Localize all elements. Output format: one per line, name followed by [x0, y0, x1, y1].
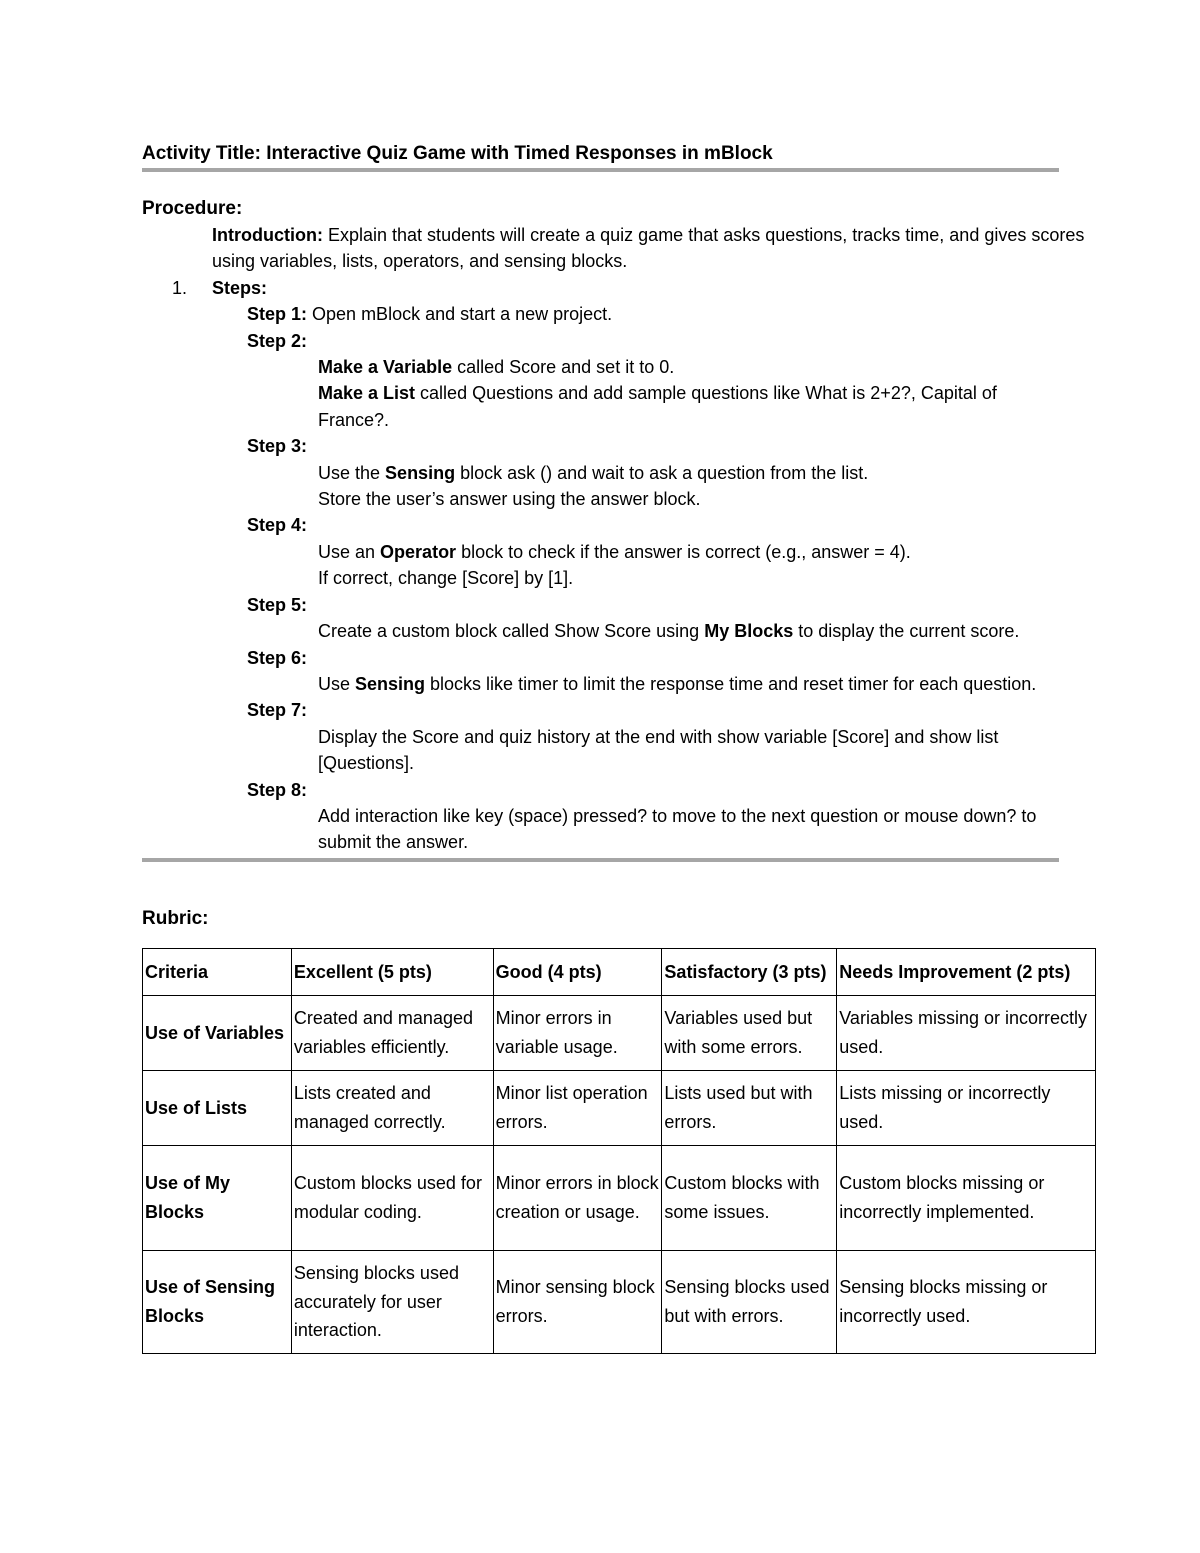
rubric-cell: Custom blocks missing or incorrectly implemented. [837, 1145, 1096, 1250]
step-6-line-1-bold: Sensing [355, 673, 426, 694]
step-1 [247, 301, 1097, 327]
step-6-line-1 [318, 671, 1058, 697]
rubric-criteria-cell: Use of Sensing Blocks [143, 1250, 292, 1353]
rubric-criteria-cell: Use of Variables [143, 995, 292, 1070]
rubric-header-cell: Satisfactory (3 pts) [662, 948, 837, 995]
rubric-cell: Minor sensing block errors. [493, 1250, 662, 1353]
rubric-criteria-cell: Use of Lists [143, 1070, 292, 1145]
step-4-line-1 [318, 539, 1058, 565]
rubric-criteria-cell: Use of My Blocks [143, 1145, 292, 1250]
step-4-line-1-bold: Operator [380, 541, 457, 562]
introduction-text: Explain that students will create a quiz game that asks questions, tracks time, and gives scores using variables, lists, operators, and sensing blocks. [212, 225, 1085, 272]
rubric-header-cell: Excellent (5 pts) [291, 948, 493, 995]
step-2-line-2 [318, 380, 1058, 433]
introduction-label: Introduction: [212, 225, 323, 245]
activity-title: Activity Title: Interactive Quiz Game with Timed Responses in mBlock [142, 143, 773, 164]
rubric-header-cell: Criteria [143, 948, 292, 995]
step-4-line-2: If correct, change [Score] by [1]. [318, 568, 574, 589]
step-6-line-1-pre: Use [318, 673, 356, 694]
rubric-cell: Minor errors in variable usage. [493, 995, 662, 1070]
step-6-line-1-text: blocks like timer to limit the response time and reset timer for each question. [425, 673, 1037, 694]
procedure-divider [142, 858, 1059, 862]
title-divider [142, 168, 1059, 172]
steps-label: Steps: [212, 277, 268, 298]
rubric-header-cell: Good (4 pts) [493, 948, 662, 995]
rubric-cell: Sensing blocks used accurately for user interaction. [291, 1250, 493, 1353]
step-3-line-1-text: block ask () and wait to ask a question from the list. [455, 462, 869, 483]
procedure-heading: Procedure: [142, 198, 243, 219]
rubric-cell: Custom blocks with some issues. [662, 1145, 837, 1250]
step-1-label: Step 1: [247, 304, 308, 325]
step-2-line-2-bold: Make a List [318, 383, 416, 404]
step-6-label: Step 6: [247, 647, 308, 668]
step-2-line-2-text: called Questions and add sample questions like What is 2+2?, Capital of France?. [318, 383, 997, 430]
step-4-line-1-pre: Use an [318, 541, 381, 562]
step-5-line-1-text: to display the current score. [793, 621, 1020, 642]
step-5-label: Step 5: [247, 594, 308, 615]
rubric-cell: Lists created and managed correctly. [291, 1070, 493, 1145]
rubric-heading: Rubric: [142, 907, 209, 929]
step-3-line-2: Store the user’s answer using the answer block. [318, 489, 701, 510]
step-3-label: Step 3: [247, 436, 308, 457]
step-7-label: Step 7: [247, 700, 308, 721]
steps-number: 1. [172, 277, 188, 298]
step-3-line-1-pre: Use the [318, 462, 386, 483]
introduction-paragraph [212, 222, 1097, 275]
table-row [143, 1250, 1096, 1353]
step-4-label: Step 4: [247, 515, 308, 536]
step-3-line-1 [318, 460, 1058, 486]
table-row [143, 1145, 1096, 1250]
rubric-cell: Variables missing or incorrectly used. [837, 995, 1096, 1070]
rubric-cell: Lists used but with errors. [662, 1070, 837, 1145]
rubric-cell: Minor errors in block creation or usage. [493, 1145, 662, 1250]
document [142, 140, 1097, 1354]
step-2-line-1 [318, 354, 1058, 380]
rubric-cell: Variables used but with some errors. [662, 995, 837, 1070]
rubric-cell: Created and managed variables efficiently. [291, 995, 493, 1070]
rubric-header-row [143, 948, 1096, 995]
step-8-label: Step 8: [247, 779, 308, 800]
rubric-cell: Minor list operation errors. [493, 1070, 662, 1145]
table-row [143, 995, 1096, 1070]
table-row [143, 1070, 1096, 1145]
rubric-cell: Sensing blocks missing or incorrectly used. [837, 1250, 1096, 1353]
step-5-line-1-pre: Create a custom block called Show Score using [318, 621, 705, 642]
step-5-line-1 [318, 618, 1058, 644]
rubric-header-cell: Needs Improvement (2 pts) [837, 948, 1096, 995]
rubric-cell: Custom blocks used for modular coding. [291, 1145, 493, 1250]
step-3-line-1-bold: Sensing [385, 462, 456, 483]
step-2-line-1-text: called Score and set it to 0. [452, 357, 675, 378]
step-8-line-1: Add interaction like key (space) pressed? to move to the next question or mouse down? to submit the answer. [318, 805, 1037, 853]
rubric-cell: Lists missing or incorrectly used. [837, 1070, 1096, 1145]
rubric-cell: Sensing blocks used but with errors. [662, 1250, 837, 1353]
step-5-line-1-bold: My Blocks [704, 621, 794, 642]
step-1-text: Open mBlock and start a new project. [312, 304, 613, 325]
step-2-label: Step 2: [247, 330, 308, 351]
step-2-line-1-bold: Make a Variable [318, 357, 453, 378]
steps-heading [172, 275, 1097, 301]
step-7-line-1: Display the Score and quiz history at the end with show variable [Score] and show list [Questions]. [318, 726, 999, 774]
rubric-table [142, 948, 1096, 1354]
step-4-line-1-text: block to check if the answer is correct (e.g., answer = 4). [456, 541, 911, 562]
